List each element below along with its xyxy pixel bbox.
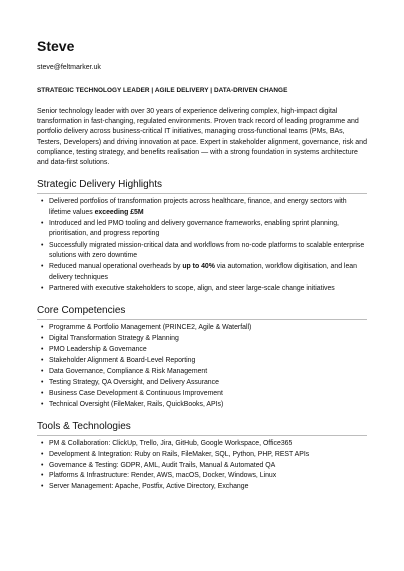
resume-name: Steve — [37, 38, 75, 54]
item-text: Testing Strategy, QA Oversight, and Delivery Assurance — [49, 378, 219, 386]
summary-paragraph: Senior technology leader with over 30 years of experience delivering complex, high-impact digital transformation in fast-changing, regulated environments. Proven track record of leading programme and portfolio delivery across business-critical IT initiatives, managing cross-functional teams (PMs, BAs, Testers, Developers) and driving innovation at pace. Expert in stakeholder alignment, governance, risk and compliance, testing strategy, and benefits realisation — with a strong foundation in systems architecture and data-first solutions. — [37, 108, 367, 167]
item-text: Server Management: Apache, Postfix, Active Directory, Exchange — [49, 483, 249, 491]
bullet-icon: • — [41, 198, 44, 206]
item-emphasis: exceeding £5M — [94, 208, 144, 216]
resume-page — [37, 38, 367, 503]
item-text: PMO Leadership & Governance — [49, 346, 147, 354]
list-item — [41, 219, 367, 240]
list-item — [41, 450, 367, 460]
strategic-highlights-list — [37, 197, 367, 294]
item-text: Data Governance, Compliance & Risk Management — [49, 367, 208, 375]
item-text: Stakeholder Alignment & Board-Level Reporting — [49, 356, 196, 364]
tools-technologies-section — [37, 420, 367, 493]
item-text: Governance & Testing: GDPR, AML, Audit Trails, Manual & Automated QA — [49, 461, 276, 469]
item-text: Programme & Portfolio Management (PRINCE2, Agile & Waterfall) — [49, 324, 252, 332]
item-text: Partnered with executive stakeholders to scope, align, and steer large-scale change initiatives — [49, 284, 335, 292]
list-item — [41, 482, 367, 492]
list-item — [41, 284, 367, 294]
item-text: Successfully migrated mission-critical data and workflows from no-code platforms to scalable enterprise solutions with zero downtime — [49, 241, 365, 259]
item-text: Introduced and led PMO tooling and delivery governance frameworks, enabling sprint planning, prioritisation, and progress reporting — [49, 219, 339, 238]
item-emphasis: up to 40% — [182, 263, 215, 271]
bullet-icon: • — [41, 219, 44, 227]
item-text: Digital Transformation Strategy & Planning — [49, 335, 179, 343]
item-text: Technical Oversight (FileMaker, Rails, QuickBooks, APIs) — [49, 400, 224, 408]
bullet-icon: • — [41, 356, 44, 364]
list-item — [41, 262, 367, 283]
email-address[interactable]: steve@feltmarker.uk — [37, 64, 101, 71]
section-title-tools: Tools & Technologies — [37, 420, 367, 436]
bullet-icon: • — [41, 450, 44, 458]
item-text: via automation, workflow digitisation, and lean delivery techniques — [49, 263, 357, 281]
list-item — [41, 241, 367, 262]
section-title-strategic: Strategic Delivery Highlights — [37, 178, 367, 194]
list-item — [41, 378, 367, 388]
bullet-icon: • — [41, 263, 44, 271]
core-competencies-section — [37, 304, 367, 410]
bullet-icon: • — [41, 335, 44, 343]
bullet-icon: • — [41, 346, 44, 354]
bullet-icon: • — [41, 389, 44, 397]
list-item — [41, 439, 367, 449]
bullet-icon: • — [41, 483, 44, 491]
list-item — [41, 323, 367, 333]
list-item — [41, 334, 367, 344]
bullet-icon: • — [41, 378, 44, 386]
professional-tagline: STRATEGIC TECHNOLOGY LEADER | AGILE DELIVERY | DATA-DRIVEN CHANGE — [37, 87, 288, 94]
bullet-icon: • — [41, 367, 44, 375]
list-item — [41, 356, 367, 366]
bullet-icon: • — [41, 439, 44, 447]
item-text: Delivered portfolios of transformation projects across healthcare, finance, and energy sectors with lifetime values — [49, 198, 347, 216]
section-title-core: Core Competencies — [37, 304, 367, 320]
list-item — [41, 389, 367, 399]
bullet-icon: • — [41, 241, 44, 249]
bullet-icon: • — [41, 461, 44, 469]
list-item — [41, 461, 367, 471]
item-text: Platforms & Infrastructure: Render, AWS, macOS, Docker, Windows, Linux — [49, 472, 277, 480]
item-text: Development & Integration: Ruby on Rails, FileMaker, SQL, Python, PHP, REST APIs — [49, 450, 310, 458]
list-item — [41, 197, 367, 218]
core-competencies-list — [37, 323, 367, 410]
strategic-delivery-section — [37, 178, 367, 294]
bullet-icon: • — [41, 284, 44, 292]
bullet-icon: • — [41, 324, 44, 332]
bullet-icon: • — [41, 472, 44, 480]
list-item — [41, 367, 367, 377]
tools-technologies-list — [37, 439, 367, 493]
list-item — [41, 400, 367, 410]
item-text: Reduced manual operational overheads by — [49, 263, 183, 271]
list-item — [41, 345, 367, 355]
bullet-icon: • — [41, 400, 44, 408]
item-text: PM & Collaboration: ClickUp, Trello, Jira, GitHub, Google Workspace, Office365 — [49, 439, 293, 447]
item-text: Business Case Development & Continuous Improvement — [49, 389, 223, 397]
list-item — [41, 471, 367, 481]
